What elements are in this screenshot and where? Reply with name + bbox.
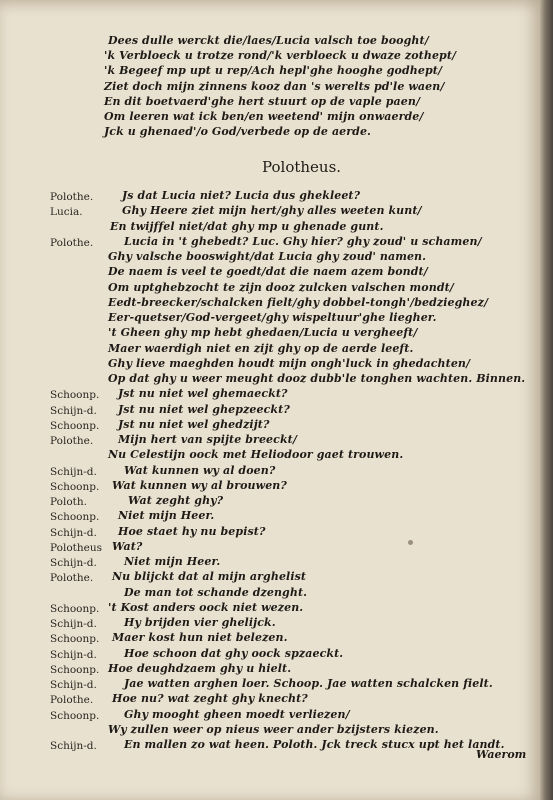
verse-line: Dees dulle werckt die/laes/Lucia valsch toe booght/ xyxy=(108,34,429,47)
dialogue-line: Nu blijckt dat al mijn arghelist xyxy=(112,570,307,584)
dialogue-line: Niet mijn Heer. xyxy=(124,555,221,568)
dialogue-line: Mijn hert van spijte breeckt/ xyxy=(118,433,297,446)
dialogue-line: De naem is veel te goedt/dat die naem azem bondt/ xyxy=(108,265,428,279)
dialogue-line: Ghy valsche booswight/dat Lucia ghy zoud' namen. xyxy=(108,250,427,263)
dialogue-line: Wat kunnen wy al brouwen? xyxy=(112,478,287,492)
speaker-label: Schoonp. xyxy=(50,480,100,493)
dialogue-line: Js dat Lucia niet? Lucia dus ghekleet? xyxy=(122,189,361,202)
dialogue-line: Eedt-breecker/schalcken fielt/ghy dobbel-tongh'/bedzieghez/ xyxy=(108,295,489,309)
dialogue-line: Hoe deughdzaem ghy u hielt. xyxy=(108,661,292,675)
dialogue-line: Nu Celestijn oock met Heliodoor gaet trouwen. xyxy=(108,448,404,462)
speaker-label: Schoonp. xyxy=(50,709,100,722)
speaker-label: Polothe. xyxy=(50,236,94,249)
dialogue-line: Niet mijn Heer. xyxy=(118,509,215,523)
dialogue-line: Op dat ghy u weer meught dooz dubb'le tonghen wachten. Binnen. xyxy=(108,372,526,385)
verse-line: Jck u ghenaed'/o God/verbede op de aerde. xyxy=(104,125,371,139)
verse-line: 'k Verbloeck u trotze rond/'k verbloeck u dwaze zothept/ xyxy=(104,49,457,63)
speaker-label: Lucia. xyxy=(50,206,83,219)
speaker-label: Schoonp. xyxy=(50,633,100,646)
verse-line: 'k Begeef mp upt u rep/Ach hepl'ghe hooghe godhept/ xyxy=(104,64,443,78)
speaker-label: Schijn-d. xyxy=(50,404,97,417)
speaker-label: Schoonp. xyxy=(50,511,100,524)
dialogue-line: Jst nu niet wel ghedzijt? xyxy=(118,417,270,431)
page-spot xyxy=(408,540,413,545)
speaker-label: Polothe. xyxy=(50,435,94,447)
dialogue-line: Hoe schoon dat ghy oock spzaeckt. xyxy=(124,646,344,660)
dialogue-line: 't Kost anders oock niet wezen. xyxy=(108,600,304,614)
page-edge xyxy=(540,0,553,800)
dialogue-line: Eer-quetser/God-vergeet/ghy wispeltuur'ghe liegher. xyxy=(108,311,437,324)
dialogue-line: Maer kost hun niet belezen. xyxy=(112,631,288,645)
speaker-label: Poloth. xyxy=(50,496,87,508)
speaker-label: Schoonp. xyxy=(50,602,100,615)
dialogue-line: 't Gheen ghy mp hebt ghedaen/Lucia u vergheeft/ xyxy=(108,326,418,340)
dialogue-line: Ghy mooght gheen moedt verliezen/ xyxy=(124,707,350,721)
dialogue-line: Jst nu niet wel ghepzeeckt? xyxy=(118,402,290,416)
dialogue-line: Ghy Heere ziet mijn hert/ghy alles weeten kunt/ xyxy=(122,204,422,218)
speaker-label: Polothe. xyxy=(50,694,94,707)
speaker-label: Schoonp. xyxy=(50,663,100,676)
speaker-label: Schijn-d. xyxy=(50,648,97,661)
speaker-label: Schoonp. xyxy=(50,389,100,402)
dialogue-line: Wat? xyxy=(112,539,143,553)
dialogue-line: Hoe nu? wat zeght ghy knecht? xyxy=(112,692,308,706)
dialogue-line: De man tot schande dzenght. xyxy=(124,585,308,599)
speaker-label: Schijn-d. xyxy=(50,526,97,539)
dialogue-line: Ghy lieve maeghden houdt mijn ongh'luck in ghedachten/ xyxy=(108,356,471,370)
speaker-label: Polothe. xyxy=(50,191,94,203)
speaker-label: Schijn-d. xyxy=(50,618,97,630)
dialogue-line: Hoe staet hy nu bepist? xyxy=(118,524,266,538)
speaker-label: Schijn-d. xyxy=(50,465,97,478)
speaker-label: Schijn-d. xyxy=(50,740,97,752)
catchword: Waerom xyxy=(476,748,527,761)
dialogue-line: Lucia in 't ghebedt? Luc. Ghy hier? ghy zoud' u schamen/ xyxy=(124,234,482,248)
verse-line: Ziet doch mijn zinnens kooz dan 's werelts pd'le waen/ xyxy=(104,79,445,93)
dialogue-line: Wat zeght ghy? xyxy=(128,494,224,507)
dialogue-line: Jst nu niet wel ghemaeckt? xyxy=(118,387,288,401)
speaker-label: Schoonp. xyxy=(50,419,100,432)
dialogue-line: Om uptghebzocht te zijn dooz zulcken valschen mondt/ xyxy=(108,280,454,294)
verse-line: En dit boetvaerd'ghe hert stuurt op de vaple paen/ xyxy=(104,94,421,108)
speaker-label: Schijn-d. xyxy=(50,557,97,569)
dialogue-line: Hy brijden vier ghelijck. xyxy=(124,616,276,629)
speaker-label: Polotheus xyxy=(50,541,102,554)
verse-line: Om leeren wat ick ben/en weetend' mijn onwaerde/ xyxy=(104,110,424,123)
dialogue-line: Jae watten arghen loer. Schoop. Jae watten schalcken fielt. xyxy=(124,677,493,690)
speaker-label: Schijn-d. xyxy=(50,679,97,691)
dialogue-line: Maer waerdigh niet en zijt ghy op de aerde leeft. xyxy=(108,341,414,355)
speaker-label: Polothe. xyxy=(50,572,94,585)
dialogue-line: En mallen zo wat heen. Poloth. Jck treck stucx upt het landt. xyxy=(124,738,505,751)
dialogue-line: Wy zullen weer op nieus weer ander bzijsters kiezen. xyxy=(108,722,439,736)
dialogue-line: Wat kunnen wy al doen? xyxy=(124,463,276,477)
dialogue-line: En twijffel niet/dat ghy mp u ghenade gunt. xyxy=(110,219,384,233)
scene-title: Polotheus. xyxy=(262,158,342,176)
